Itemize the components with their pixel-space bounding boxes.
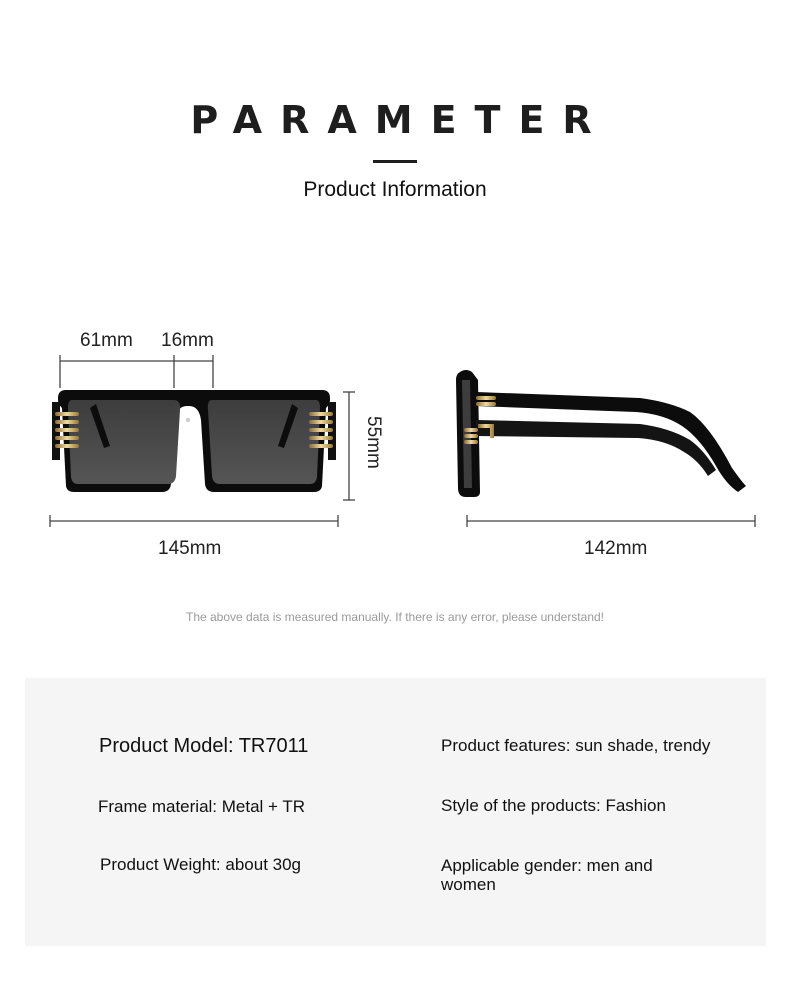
spec-panel — [25, 678, 766, 946]
spec-value: Fashion — [605, 796, 666, 815]
spec-label: Frame material: — [98, 797, 218, 816]
spec-applicable-gender — [441, 856, 711, 894]
page-title: PARAMETER — [190, 98, 610, 142]
bridge-width-line — [174, 355, 213, 388]
lens-height-label: 55mm — [363, 416, 384, 469]
spec-label: Applicable gender: — [441, 856, 582, 875]
spec-product-model — [99, 737, 308, 756]
temple-length-line — [467, 515, 755, 527]
spec-label: Style of the products: — [441, 796, 601, 815]
spec-product-weight — [100, 855, 301, 874]
page-subtitle: Product Information — [303, 178, 487, 201]
spec-frame-material — [98, 797, 305, 816]
bridge-width-label: 16mm — [161, 330, 214, 351]
spec-label: Product features: — [441, 736, 571, 755]
lens-width-label: 61mm — [80, 330, 133, 351]
spec-value: Metal + TR — [221, 797, 306, 816]
temple-length-label: 142mm — [584, 538, 648, 559]
spec-value: about 30g — [225, 855, 302, 874]
front-view-glasses — [52, 390, 336, 492]
measurement-note: The above data is measured manually. If there is any error, please understand! — [185, 610, 604, 624]
spec-label: Product Model: — [99, 735, 234, 757]
frame-width-label: 145mm — [158, 538, 222, 559]
spec-product-features — [441, 736, 710, 755]
frame-width-line — [50, 515, 338, 527]
spec-label: Product Weight: — [100, 855, 221, 874]
lens-height-line — [343, 392, 355, 500]
spec-style — [441, 796, 666, 815]
spec-value: men and women — [441, 856, 653, 894]
spec-value: sun shade, trendy — [575, 736, 711, 755]
lens-width-line — [60, 355, 174, 388]
spec-value: TR7011 — [238, 735, 309, 757]
side-view-glasses — [456, 370, 746, 497]
